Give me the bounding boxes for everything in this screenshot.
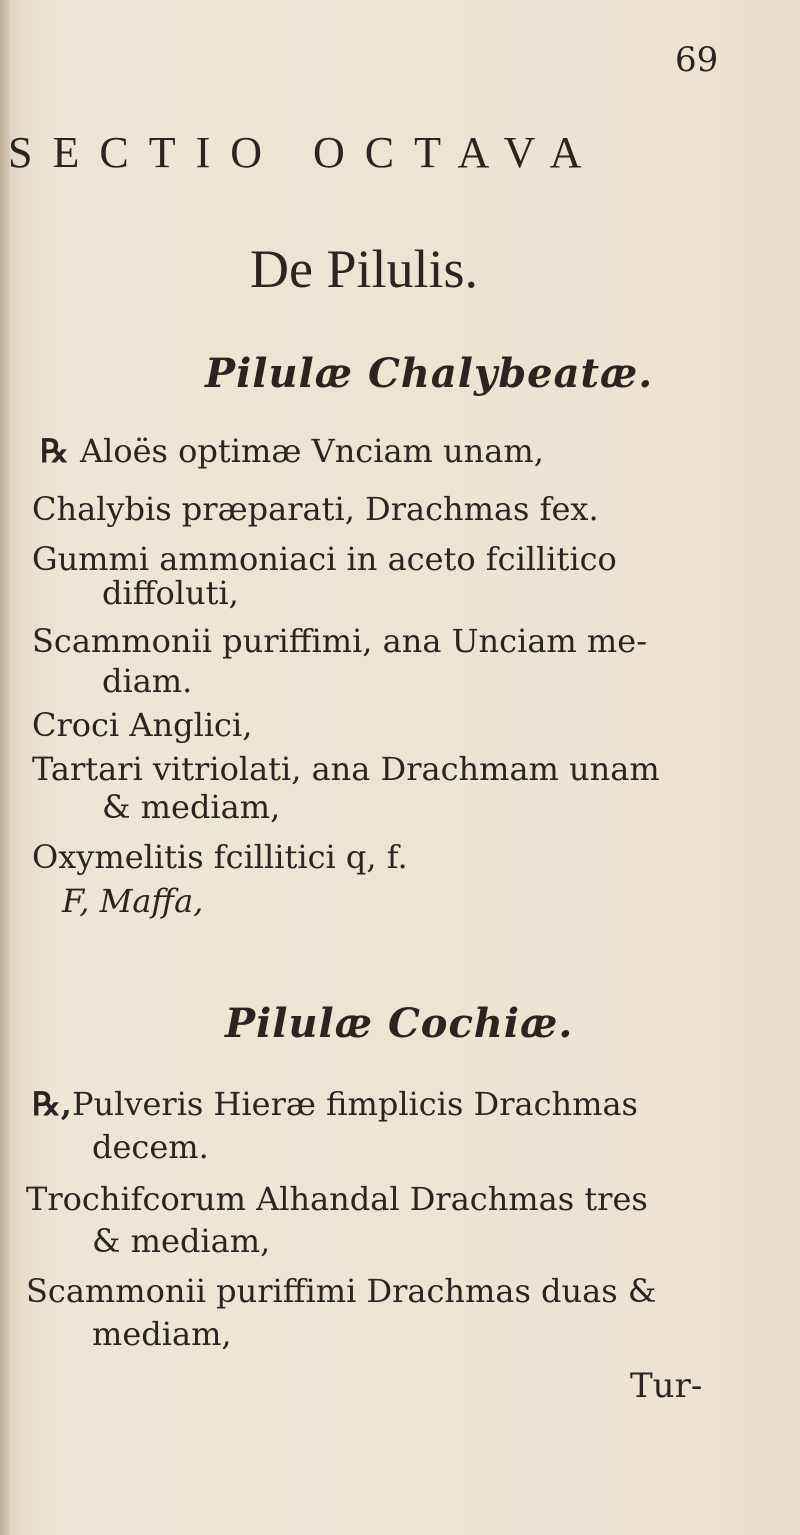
section-title: SECTIO OCTAVA xyxy=(8,128,602,177)
recipe-symbol: ℞ xyxy=(40,432,69,470)
recipe-line: diam. xyxy=(102,662,193,700)
recipe-heading-cochiae: Pilulæ Cochiæ. xyxy=(225,1000,574,1047)
recipe-line: Tartari vitriolati, ana Drachmam unam xyxy=(32,750,660,788)
recipe-line: F, Maffa, xyxy=(62,882,204,920)
page-gutter xyxy=(0,0,10,1535)
recipe-line: mediam, xyxy=(92,1315,232,1353)
page-number: 69 xyxy=(675,40,719,80)
recipe-line: Trochifcorum Alhandal Drachmas tres xyxy=(26,1180,648,1218)
recipe-line: diffoluti, xyxy=(102,574,239,612)
chapter-title: De Pilulis. xyxy=(250,239,479,299)
recipe-symbol: ℞, xyxy=(32,1085,72,1123)
recipe-line xyxy=(32,1085,638,1123)
recipe-line: Scammonii puriffimi Drachmas duas & xyxy=(26,1272,657,1310)
recipe-line xyxy=(40,432,544,470)
recipe-line: Gummi ammoniaci in aceto fcillitico xyxy=(32,540,617,578)
catchword: Tur- xyxy=(630,1366,703,1406)
recipe-line: decem. xyxy=(92,1128,209,1166)
recipe-line: Chalybis præparati, Drachmas fex. xyxy=(32,490,599,528)
recipe-line: & mediam, xyxy=(92,1222,271,1260)
recipe-line: Croci Anglici, xyxy=(32,706,253,744)
recipe-line: & mediam, xyxy=(102,788,281,826)
recipe-line-text: Aloës optimæ Vnciam unam, xyxy=(80,432,544,470)
recipe-line-text: Pulveris Hieræ fimplicis Drachmas xyxy=(72,1085,638,1123)
recipe-line: Oxymelitis fcillitici q, f. xyxy=(32,838,408,876)
recipe-line: Scammonii puriffimi, ana Unciam me- xyxy=(32,622,647,660)
recipe-heading-chalybeatae: Pilulæ Chalybeatæ. xyxy=(205,350,654,397)
